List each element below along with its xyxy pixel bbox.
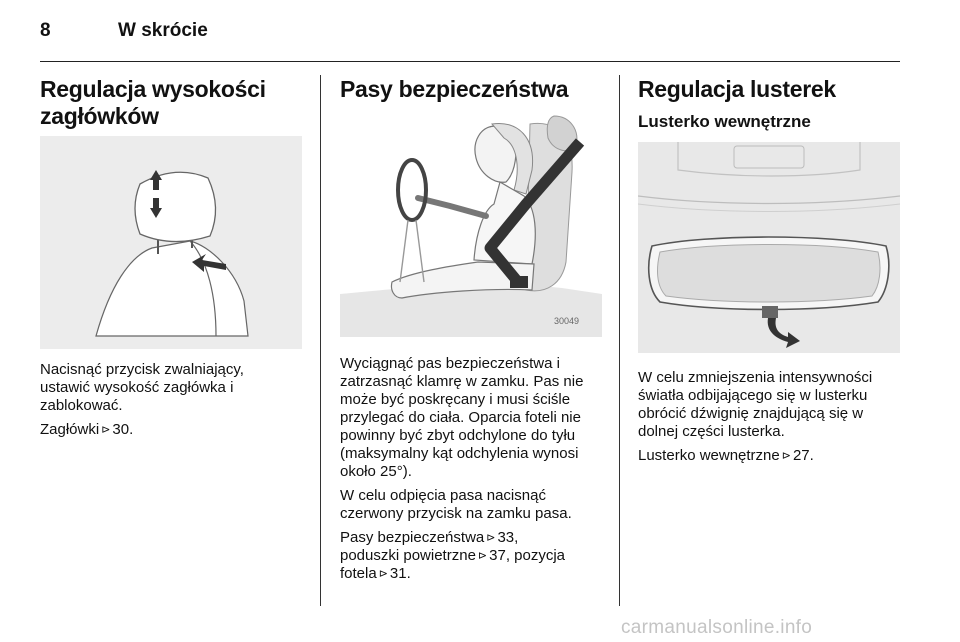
headrest-ref-page[interactable]: 30. <box>112 421 134 438</box>
headrest-illustration <box>40 136 302 349</box>
seat-belt-release-text: W celu odpięcia pasa nacisnąć czerwony przycisk na zamku pasa. <box>340 487 572 522</box>
reference-arrow-icon: ⊳ <box>101 423 111 436</box>
headrest-reference <box>40 421 302 439</box>
figure-id-label: 30049 <box>554 316 580 326</box>
seat-belt-ref1-text: Pasy bezpieczeństwa <box>340 529 485 546</box>
seat-belt-instructions: Wyciągnąć pas bezpieczeństwa i zatrzasnąć klamrę w zamku. Pas nie może być poskręcany i musi ściśle przylegać do ciała. Oparcia foteli nie powinny być zbyt odchylone do tyłu (maksymalny kąt odchylenia wynosi około 25°). <box>340 355 584 480</box>
mirror-section <box>638 76 900 471</box>
watermark-footer: carmanualsonline.info <box>621 617 813 638</box>
header-rule <box>40 61 900 62</box>
mirror-reference <box>638 447 900 465</box>
reference-arrow-icon: ⊳ <box>477 549 488 562</box>
seat-belt-ref3-page[interactable]: 31. <box>389 565 411 582</box>
headrest-section <box>40 76 302 445</box>
seat-belt-heading: Pasy bezpieczeństwa <box>340 76 569 102</box>
column-divider-2 <box>619 75 620 606</box>
reference-arrow-icon: ⊳ <box>781 449 791 462</box>
headrest-heading: Regulacja wysokości zagłówków <box>40 76 266 129</box>
reference-arrow-icon: ⊳ <box>486 531 496 544</box>
seat-belt-references <box>340 529 602 583</box>
mirror-instructions: W celu zmniejszenia intensywności światła odbijającego się w lusterku obrócić dźwignię znajdującą się w dolnej części lusterka. <box>638 369 873 440</box>
page-title: W skrócie <box>118 20 208 41</box>
headrest-instructions: Nacisnąć przycisk zwalniający, ustawić wysokość zagłówka i zablokować. <box>40 361 244 414</box>
mirror-ref-text: Lusterko wewnętrzne <box>638 447 780 464</box>
seat-belt-ref1-page[interactable]: 33, <box>497 529 519 546</box>
mirror-ref-page[interactable]: 27. <box>792 447 814 464</box>
seat-belt-ref2-text: poduszki powietrzne <box>340 547 476 564</box>
seat-belt-section <box>340 76 602 589</box>
column-divider-1 <box>320 75 321 606</box>
seat-belt-ref2-page[interactable]: 37, pozycja <box>489 547 566 564</box>
interior-mirror-subheading: Lusterko wewnętrzne <box>638 112 811 131</box>
mirror-heading: Regulacja lusterek <box>638 76 836 102</box>
seat-belt-illustration <box>340 112 602 337</box>
reference-arrow-icon: ⊳ <box>378 567 388 580</box>
headrest-ref-text: Zagłówki <box>40 421 100 438</box>
seat-belt-ref3-text: fotela <box>340 565 377 582</box>
mirror-illustration <box>638 142 900 353</box>
page-number: 8 <box>40 20 51 41</box>
